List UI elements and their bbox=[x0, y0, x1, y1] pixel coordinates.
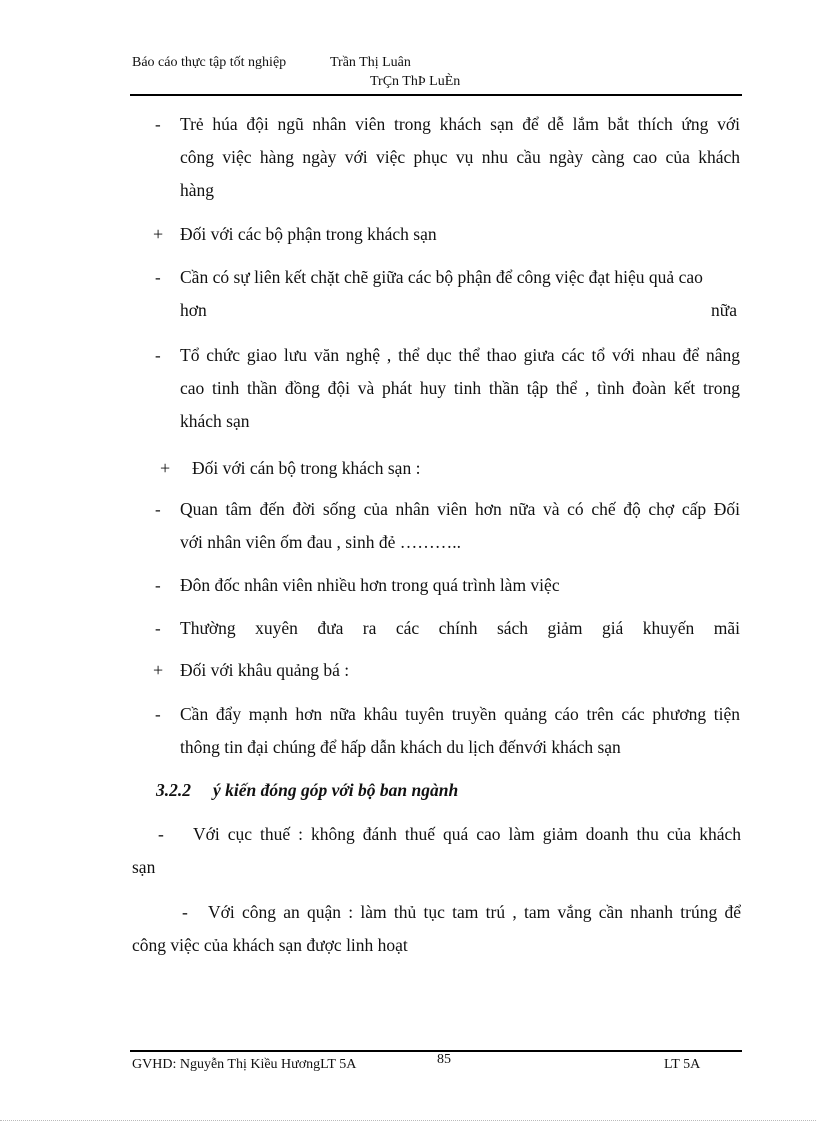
bullet-2-line-1: Cần có sự liên kết chặt chẽ giữa các bộ phận để công việc đạt hiệu quả cao bbox=[180, 267, 703, 287]
footer-rule bbox=[130, 1050, 742, 1052]
header-author: Trần Thị Luân bbox=[330, 55, 411, 70]
plus-bullet: + bbox=[160, 458, 171, 478]
paragraph-1-line-2: sạn bbox=[132, 857, 156, 877]
paragraph-2-line-1: Với công an quận : làm thủ tục tam trú , tam vắng cần nhanh trúng để bbox=[208, 902, 741, 922]
subheading-departments: Đối với các bộ phận trong khách sạn bbox=[180, 224, 437, 244]
bullet-1-line-3: hàng bbox=[180, 180, 215, 200]
subheading-staff: Đối với cán bộ trong khách sạn : bbox=[192, 458, 421, 478]
dash-bullet: - bbox=[155, 619, 161, 638]
page-number: 85 bbox=[437, 1052, 451, 1067]
dash-bullet: - bbox=[155, 115, 161, 134]
section-number: 3.2.2 bbox=[156, 780, 191, 800]
subheading-promotion: Đối với khâu quảng bá : bbox=[180, 660, 350, 680]
bullet-3-line-2: cao tinh thần đồng đội và phát huy tinh thần tập thể , tình đoàn kết trong bbox=[180, 378, 740, 398]
dash-bullet: - bbox=[155, 705, 161, 724]
bullet-4-line-1: Quan tâm đến đời sống của nhân viên hơn nữa và có chế độ chợ cấp Đối bbox=[180, 499, 740, 519]
header-title: Báo cáo thực tập tốt nghiệp bbox=[132, 55, 287, 70]
dash-bullet: - bbox=[155, 576, 161, 595]
plus-bullet: + bbox=[153, 224, 164, 244]
bullet-6: Thường xuyên đưa ra các chính sách giảm giá khuyến mãi bbox=[180, 618, 740, 638]
bullet-2-line-2-start: hơn bbox=[180, 300, 207, 320]
dash-bullet: - bbox=[158, 824, 164, 844]
bullet-5: Đôn đốc nhân viên nhiều hơn trong quá trình làm việc bbox=[180, 575, 560, 595]
footer-class: LT 5A bbox=[664, 1057, 701, 1072]
dash-bullet: - bbox=[155, 268, 161, 287]
bullet-4-line-2: với nhân viên ốm đau , sinh đẻ ……….. bbox=[180, 532, 461, 552]
paragraph-1-line-1: Với cục thuế : không đánh thuế quá cao làm giảm doanh thu của khách bbox=[193, 824, 741, 844]
bullet-3-line-3: khách sạn bbox=[180, 411, 250, 431]
dash-bullet: - bbox=[155, 346, 161, 365]
header-author-garbled: TrÇn ThÞ LuÈn bbox=[370, 74, 461, 89]
dash-bullet: - bbox=[182, 902, 188, 922]
plus-bullet: + bbox=[153, 660, 164, 680]
paragraph-2-line-2: công việc của khách sạn được linh hoạt bbox=[132, 935, 408, 955]
bullet-1-line-2: công việc hàng ngày với việc phục vụ nhu cầu ngày càng cao của khách bbox=[180, 147, 740, 167]
bullet-3-line-1: Tổ chức giao lưu văn nghệ , thể dục thể thao giưa các tổ với nhau để nâng bbox=[180, 345, 740, 365]
bullet-1-line-1: Trẻ húa đội ngũ nhân viên trong khách sạn để dễ lắm bắt thích ứng với bbox=[180, 114, 740, 134]
section-heading: ý kiến đóng góp với bộ ban ngành bbox=[213, 780, 459, 800]
bullet-2-line-2-end: nữa bbox=[711, 300, 738, 320]
bullet-7-line-1: Cần đẩy mạnh hơn nữa khâu tuyên truyền quảng cáo trên các phương tiện bbox=[180, 704, 740, 724]
footer-supervisor: GVHD: Nguyễn Thị Kiều HươngLT 5A bbox=[132, 1057, 357, 1072]
dash-bullet: - bbox=[155, 500, 161, 519]
page-edge bbox=[0, 1120, 816, 1121]
bullet-7-line-2: thông tin đại chúng để hấp dẫn khách du lịch đếnvới khách sạn bbox=[180, 737, 621, 757]
header-rule bbox=[130, 94, 742, 96]
